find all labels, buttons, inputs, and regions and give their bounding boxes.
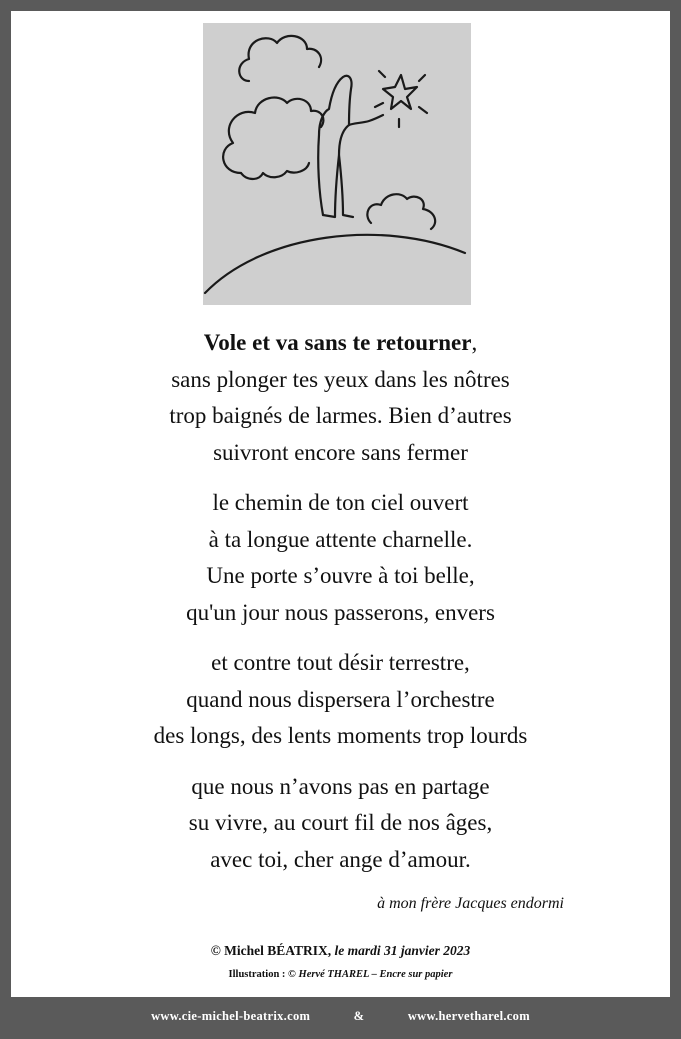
poem-line: trop baignés de larmes. Bien d’autres bbox=[169, 403, 512, 428]
illustration-credit bbox=[11, 969, 670, 980]
stanza-3 bbox=[11, 645, 670, 755]
poem-body bbox=[11, 325, 670, 892]
poem-title-phrase: Vole et va sans te retourner bbox=[203, 330, 472, 355]
poem-line: et contre tout désir terrestre, bbox=[211, 650, 470, 675]
poem-line: que nous n’avons pas en partage bbox=[191, 773, 490, 799]
poem-line: quand nous dispersera l’orchestre bbox=[186, 686, 495, 712]
poem-card bbox=[11, 11, 670, 997]
footer-separator: & bbox=[353, 1009, 365, 1023]
footer-links bbox=[0, 1009, 681, 1029]
author-credit bbox=[11, 943, 670, 959]
stanza-1 bbox=[11, 325, 670, 471]
credit-date: le mardi 31 janvier 2023 bbox=[334, 943, 471, 958]
dedication: à mon frère Jacques endormi bbox=[377, 895, 564, 912]
link-cie-michel-beatrix[interactable]: www.cie-michel-beatrix.com bbox=[151, 1009, 311, 1023]
poem-line: su vivre, au court fil de nos âges, bbox=[188, 810, 493, 835]
poem-line: suivront encore sans fermer bbox=[213, 439, 468, 465]
poem-line: qu'un jour nous passerons, envers bbox=[186, 599, 495, 625]
poem-line: avec toi, cher ange d’amour. bbox=[210, 846, 471, 872]
illustration-credit-text: Hervé THAREL – Encre sur papier bbox=[298, 969, 453, 980]
illustration-credit-prefix: Illustration : © bbox=[228, 969, 296, 980]
stanza-2 bbox=[11, 485, 670, 631]
poem-line: sans plonger tes yeux dans les nôtres bbox=[171, 366, 510, 392]
poem-line bbox=[11, 325, 670, 362]
link-hervetharel[interactable]: www.hervetharel.com bbox=[407, 1009, 530, 1023]
ink-illustration bbox=[203, 23, 471, 305]
stanza-4 bbox=[11, 769, 670, 879]
poem-title-comma: , bbox=[471, 330, 478, 355]
poem-line: à ta longue attente charnelle. bbox=[208, 526, 473, 552]
poem-line: le chemin de ton ciel ouvert bbox=[212, 490, 469, 515]
poem-line: Une porte s’ouvre à toi belle, bbox=[206, 563, 475, 588]
author-name: © Michel BÉATRIX, bbox=[210, 943, 332, 958]
poem-line: des longs, des lents moments trop lourds bbox=[153, 723, 528, 748]
figure-on-hill-drawing bbox=[203, 23, 471, 305]
